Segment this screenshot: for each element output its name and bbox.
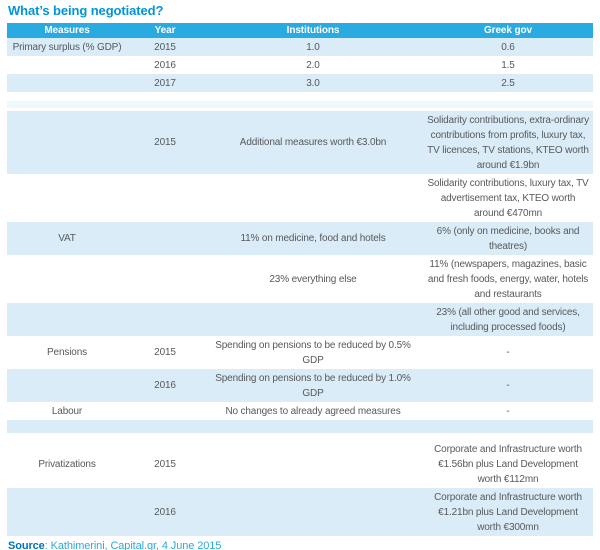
table-row <box>7 255 593 303</box>
cell-measures <box>7 488 127 536</box>
spacer-cell <box>7 92 593 101</box>
cell-greek-gov: Solidarity contributions, luxury tax, TV advertisement tax, KTEO worth around €470mn <box>423 174 593 222</box>
cell-year: 2016 <box>127 488 203 536</box>
cell-institutions: Spending on pensions to be reduced by 1.0% GDP <box>203 369 423 402</box>
cell-year: 2015 <box>127 38 203 56</box>
cell-institutions: Additional measures worth €3.0bn <box>203 111 423 174</box>
cell-institutions: No changes to already agreed measures <box>203 402 423 420</box>
spacer-row <box>7 92 593 101</box>
cell-measures: Labour <box>7 402 127 420</box>
cell-greek-gov: 2.5 <box>423 74 593 92</box>
table-row <box>7 488 593 536</box>
table-row <box>7 440 593 488</box>
table-row <box>7 402 593 420</box>
column-header-measures: Measures <box>7 23 127 38</box>
cell-measures: Primary surplus (% GDP) <box>7 38 127 56</box>
negotiation-table <box>7 23 593 536</box>
cell-measures: Privatizations <box>7 440 127 488</box>
source-line <box>8 540 600 550</box>
column-header-year: Year <box>127 23 203 38</box>
cell-institutions: 23% everything else <box>203 255 423 303</box>
cell-year <box>127 402 203 420</box>
cell-institutions: 1.0 <box>203 38 423 56</box>
table-row <box>7 174 593 222</box>
cell-greek-gov: Corporate and Infrastructure worth €1.21bn plus Land Development worth €300mn <box>423 488 593 536</box>
table-row <box>7 38 593 56</box>
cell-measures: VAT <box>7 222 127 255</box>
cell-institutions: 2.0 <box>203 56 423 74</box>
spacer-cell <box>7 433 593 440</box>
cell-year <box>127 255 203 303</box>
cell-year <box>127 222 203 255</box>
cell-year: 2015 <box>127 440 203 488</box>
cell-institutions <box>203 174 423 222</box>
cell-greek-gov: - <box>423 402 593 420</box>
cell-greek-gov: 23% (all other good and services, including processed foods) <box>423 303 593 336</box>
cell-measures <box>7 56 127 74</box>
cell-year: 2015 <box>127 111 203 174</box>
cell-institutions: Spending on pensions to be reduced by 0.5% GDP <box>203 336 423 369</box>
cell-year: 2016 <box>127 369 203 402</box>
cell-measures <box>7 111 127 174</box>
table-header <box>7 23 593 38</box>
source-label: Source <box>8 540 45 550</box>
page-title: What’s being negotiated? <box>8 3 164 18</box>
table-row <box>7 111 593 174</box>
cell-year: 2017 <box>127 74 203 92</box>
cell-year: 2015 <box>127 336 203 369</box>
cell-greek-gov: - <box>423 369 593 402</box>
cell-institutions: 3.0 <box>203 74 423 92</box>
cell-greek-gov: 11% (newspapers, magazines, basic and fresh foods, energy, water, hotels and restaurants <box>423 255 593 303</box>
column-header-greek-gov: Greek gov <box>423 23 593 38</box>
column-header-institutions: Institutions <box>203 23 423 38</box>
source-text: : Kathimerini, Capital.gr, 4 June 2015 <box>44 540 222 550</box>
header-row <box>7 23 593 38</box>
spacer-row <box>7 101 593 108</box>
cell-greek-gov: 1.5 <box>423 56 593 74</box>
spacer-cell <box>7 420 593 433</box>
cell-measures <box>7 303 127 336</box>
cell-greek-gov: 6% (only on medicine, books and theatres) <box>423 222 593 255</box>
cell-year: 2016 <box>127 56 203 74</box>
cell-institutions <box>203 488 423 536</box>
cell-measures <box>7 74 127 92</box>
cell-institutions: 11% on medicine, food and hotels <box>203 222 423 255</box>
cell-measures <box>7 369 127 402</box>
spacer-cell <box>7 101 593 108</box>
spacer-row <box>7 420 593 433</box>
cell-greek-gov: Solidarity contributions, extra-ordinary contributions from profits, luxury tax, TV licences, TV stations, KTEO worth around €1.9bn <box>423 111 593 174</box>
cell-measures <box>7 255 127 303</box>
table-row <box>7 222 593 255</box>
spacer-row <box>7 433 593 440</box>
cell-measures: Pensions <box>7 336 127 369</box>
cell-year <box>127 174 203 222</box>
cell-greek-gov: Corporate and Infrastructure worth €1.56bn plus Land Development worth €112mn <box>423 440 593 488</box>
cell-measures <box>7 174 127 222</box>
table-row <box>7 369 593 402</box>
table-body <box>7 38 593 536</box>
cell-year <box>127 303 203 336</box>
table-row <box>7 336 593 369</box>
cell-greek-gov: - <box>423 336 593 369</box>
cell-institutions <box>203 303 423 336</box>
cell-institutions <box>203 440 423 488</box>
table-row <box>7 74 593 92</box>
cell-greek-gov: 0.6 <box>423 38 593 56</box>
table-row <box>7 56 593 74</box>
table-row <box>7 303 593 336</box>
